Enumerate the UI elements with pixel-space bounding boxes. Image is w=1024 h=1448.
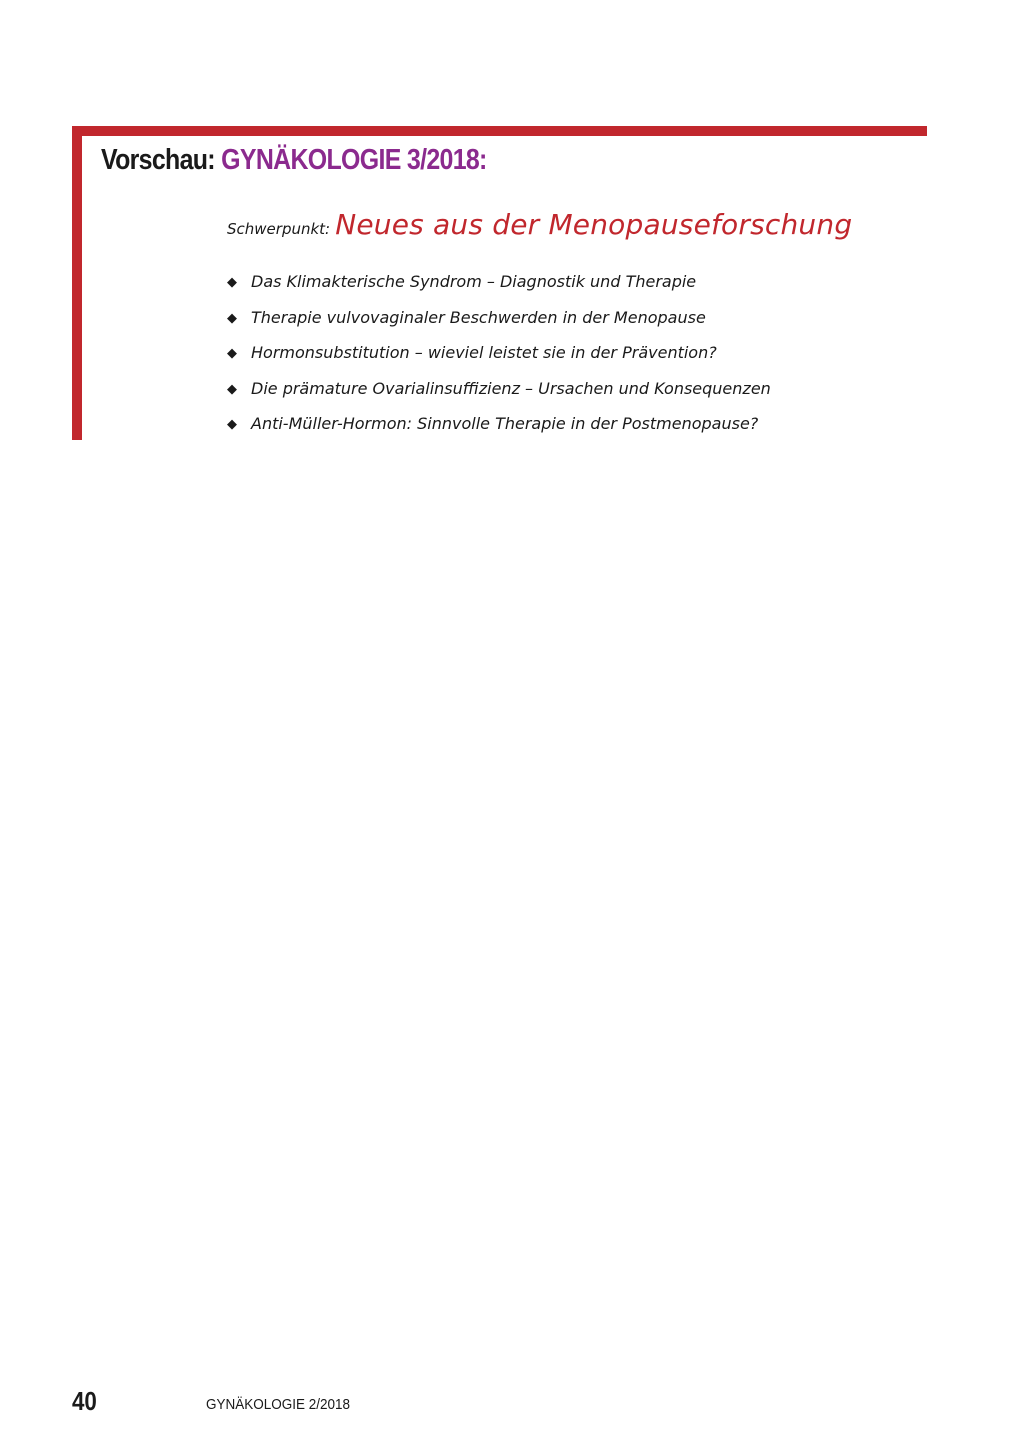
list-item (227, 270, 771, 306)
heading-issue: GYNÄKOLOGIE 3/2018: (221, 144, 487, 176)
topic-list (227, 270, 771, 448)
focus-topic: Neues aus der Menopauseforschung (335, 208, 853, 241)
topic-text: Hormonsubstitution – wieviel leistet sie in der Prävention? (251, 343, 717, 362)
topic-text: Das Klimakterische Syndrom – Diagnostik und Therapie (251, 272, 697, 291)
list-item (227, 306, 771, 342)
diamond-bullet-icon: ◆ (227, 345, 237, 360)
list-item (227, 377, 771, 413)
preview-heading (101, 140, 487, 180)
list-item (227, 341, 771, 377)
heading-prefix: Vorschau: (101, 144, 215, 176)
topic-text: Anti-Müller-Hormon: Sinnvolle Therapie in der Postmenopause? (251, 414, 759, 433)
frame-top-bar (72, 126, 927, 136)
focus-line (227, 208, 852, 241)
focus-label: Schwerpunkt: (227, 220, 331, 238)
diamond-bullet-icon: ◆ (227, 274, 237, 289)
topic-text: Therapie vulvovaginaler Beschwerden in der Menopause (251, 307, 706, 327)
footer-journal-title: GYNÄKOLOGIE 2/2018 (206, 1396, 351, 1413)
diamond-bullet-icon: ◆ (227, 309, 237, 325)
page-number: 40 (72, 1386, 97, 1416)
frame-left-bar (72, 126, 82, 440)
diamond-bullet-icon: ◆ (227, 416, 237, 431)
diamond-bullet-icon: ◆ (227, 380, 237, 396)
topic-text: Die prämature Ovarialinsuffizienz – Ursachen und Konsequenzen (251, 378, 771, 398)
list-item (227, 412, 771, 448)
